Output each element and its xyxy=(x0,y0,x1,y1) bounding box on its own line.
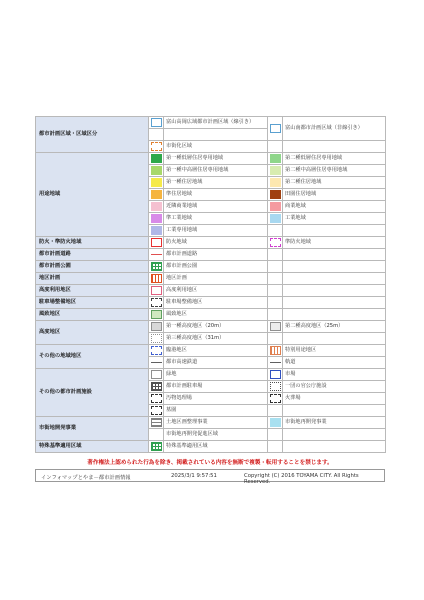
legend-row xyxy=(36,369,386,381)
swatch-cell xyxy=(268,357,283,369)
legend-label: 商業地域 xyxy=(283,201,386,213)
swatch-cell xyxy=(268,381,283,393)
legend-label: 第二種低層住居専用地域 xyxy=(283,153,386,165)
swatch-cell xyxy=(149,369,164,381)
legend-label: 風致地区 xyxy=(164,309,268,321)
empty-cell xyxy=(268,441,283,453)
swatch-cell xyxy=(149,213,164,225)
swatch-cell xyxy=(149,141,164,153)
empty-cell xyxy=(268,429,283,441)
legend-swatch xyxy=(151,190,162,199)
legend-label: 臨港地区 xyxy=(164,345,268,357)
legend-label: 第二種中高層住居専用地域 xyxy=(283,165,386,177)
legend-row xyxy=(36,249,386,261)
legend-label: 第一種高度地区（20m） xyxy=(164,321,268,333)
legend-swatch xyxy=(270,154,281,163)
swatch-cell xyxy=(268,213,283,225)
legend-swatch xyxy=(151,442,162,451)
legend-row xyxy=(36,273,386,285)
category-label: 都市計画道路 xyxy=(36,249,149,261)
swatch-cell xyxy=(149,357,164,369)
legend-swatch xyxy=(270,358,281,367)
legend-swatch xyxy=(151,286,162,295)
legend-swatch xyxy=(151,118,162,127)
swatch-cell xyxy=(149,225,164,237)
legend-label: 墓園 xyxy=(164,405,268,417)
swatch-cell xyxy=(149,321,164,333)
swatch-cell xyxy=(268,153,283,165)
legend-label xyxy=(164,129,268,141)
legend-swatch xyxy=(151,250,162,259)
empty-cell xyxy=(268,141,283,153)
legend-label: 第三種高度地区（31m） xyxy=(164,333,268,345)
empty-cell xyxy=(283,441,386,453)
legend-swatch xyxy=(151,154,162,163)
swatch-cell xyxy=(268,345,283,357)
legend-row xyxy=(36,321,386,333)
legend-swatch xyxy=(151,142,162,151)
empty-cell xyxy=(268,297,283,309)
legend-label: 都市高速鉄道 xyxy=(164,357,268,369)
swatch-cell xyxy=(268,393,283,405)
swatch-cell xyxy=(149,177,164,189)
category-label: 高度地区 xyxy=(36,321,149,345)
legend-swatch xyxy=(151,334,162,343)
category-label: 駐車場整備地区 xyxy=(36,297,149,309)
swatch-cell xyxy=(268,237,283,249)
empty-cell xyxy=(268,261,283,273)
swatch-cell xyxy=(268,321,283,333)
legend-swatch xyxy=(270,418,281,427)
legend-label: 都市計画道路 xyxy=(164,249,268,261)
legend-row xyxy=(36,309,386,321)
swatch-cell xyxy=(149,417,164,429)
legend-label: 富山南都市計画区域（非線引き） xyxy=(283,117,386,141)
legend-label: 準工業地域 xyxy=(164,213,268,225)
category-label: 風致地区 xyxy=(36,309,149,321)
legend-swatch xyxy=(151,430,162,439)
legend-swatch xyxy=(270,238,281,247)
legend-swatch xyxy=(151,310,162,319)
footer-site: インフォマップとやま－都市計画情報 xyxy=(41,475,131,481)
category-label: 地区計画 xyxy=(36,273,149,285)
swatch-cell xyxy=(149,441,164,453)
legend-label: 一団の官公庁施設 xyxy=(283,381,386,393)
category-label: その他の都市計画施設 xyxy=(36,369,149,417)
swatch-cell xyxy=(268,177,283,189)
empty-cell xyxy=(268,405,283,417)
legend-label: 市街地再開発促進区域 xyxy=(164,429,268,441)
legend-label: 都市計画公園 xyxy=(164,261,268,273)
legend-swatch xyxy=(151,322,162,331)
category-label: その他の地域地区 xyxy=(36,345,149,369)
swatch-cell xyxy=(149,201,164,213)
legend-label: 第二種住居地域 xyxy=(283,177,386,189)
copyright-notice: 著作権法上認められた行為を除き、掲載されている内容を無断で複製・転用することを禁じます。 xyxy=(87,460,333,466)
empty-cell xyxy=(268,333,283,345)
swatch-cell xyxy=(268,201,283,213)
legend-label: 都市計画駐車場 xyxy=(164,381,268,393)
legend-row xyxy=(36,417,386,429)
legend-swatch xyxy=(151,178,162,187)
legend-swatch xyxy=(270,166,281,175)
legend-row xyxy=(36,237,386,249)
legend-row xyxy=(36,261,386,273)
legend-swatch xyxy=(151,238,162,247)
legend-swatch xyxy=(270,190,281,199)
swatch-cell xyxy=(268,117,283,141)
legend-label: 土地区画整理事業 xyxy=(164,417,268,429)
legend-label: 汚物処理場 xyxy=(164,393,268,405)
legend-swatch xyxy=(151,370,162,379)
legend-label: 第一種中高層住居専用地域 xyxy=(164,165,268,177)
empty-cell xyxy=(268,273,283,285)
legend-label: 準住居地域 xyxy=(164,189,268,201)
legend-label: 高度利用地区 xyxy=(164,285,268,297)
legend-label: 特殊基準適用区域 xyxy=(164,441,268,453)
legend-label: 地区計画 xyxy=(164,273,268,285)
legend-label: 特別用途地区 xyxy=(283,345,386,357)
empty-cell xyxy=(283,261,386,273)
empty-cell xyxy=(283,333,386,345)
category-label: 用途地域 xyxy=(36,153,149,237)
legend-swatch xyxy=(151,262,162,271)
legend-label: 第二種高度地区（25m） xyxy=(283,321,386,333)
empty-cell xyxy=(283,405,386,417)
legend-label: 富山高岡広域都市計画区域（線引き） xyxy=(164,117,268,129)
swatch-cell xyxy=(149,261,164,273)
swatch-cell xyxy=(149,297,164,309)
swatch-cell xyxy=(149,249,164,261)
legend-swatch xyxy=(270,214,281,223)
legend-label: 駐車場整備地区 xyxy=(164,297,268,309)
legend-swatch xyxy=(151,382,162,391)
empty-cell xyxy=(268,249,283,261)
empty-cell xyxy=(283,429,386,441)
swatch-cell xyxy=(149,153,164,165)
legend-swatch xyxy=(270,322,281,331)
legend-swatch xyxy=(151,274,162,283)
legend-label: 準防火地域 xyxy=(283,237,386,249)
swatch-cell xyxy=(149,405,164,417)
swatch-cell xyxy=(149,117,164,129)
legend-swatch xyxy=(270,370,281,379)
legend-label: 第一種低層住居専用地域 xyxy=(164,153,268,165)
category-label: 都市計画公園 xyxy=(36,261,149,273)
category-label: 都市計画区域・区域区分 xyxy=(36,117,149,153)
legend-label: 第一種住居地域 xyxy=(164,177,268,189)
legend-swatch xyxy=(270,382,281,391)
empty-cell xyxy=(283,285,386,297)
swatch-cell xyxy=(149,237,164,249)
legend-label: 市街地再開発事業 xyxy=(283,417,386,429)
category-label: 特殊基準適用区域 xyxy=(36,441,149,453)
legend-label: 田園住居地域 xyxy=(283,189,386,201)
legend-row xyxy=(36,153,386,165)
legend-label: 軌道 xyxy=(283,357,386,369)
swatch-cell xyxy=(149,165,164,177)
swatch-cell xyxy=(268,189,283,201)
swatch-cell xyxy=(149,189,164,201)
legend-swatch xyxy=(270,394,281,403)
swatch-cell xyxy=(149,309,164,321)
legend-swatch xyxy=(151,358,162,367)
empty-cell xyxy=(283,249,386,261)
legend-label: 市街化区域 xyxy=(164,141,268,153)
legend-swatch xyxy=(270,178,281,187)
legend-swatch xyxy=(270,124,281,133)
swatch-cell xyxy=(149,393,164,405)
legend-swatch xyxy=(151,130,162,139)
swatch-cell xyxy=(149,381,164,393)
legend-label: 市場 xyxy=(283,369,386,381)
legend-swatch xyxy=(151,166,162,175)
empty-cell xyxy=(268,285,283,297)
legend-label: 防火地域 xyxy=(164,237,268,249)
swatch-cell xyxy=(149,429,164,441)
legend-swatch xyxy=(270,346,281,355)
empty-cell xyxy=(283,309,386,321)
swatch-cell xyxy=(149,129,164,141)
legend-swatch xyxy=(151,406,162,415)
empty-cell xyxy=(283,225,386,237)
swatch-cell xyxy=(268,369,283,381)
category-label: 防火・準防火地域 xyxy=(36,237,149,249)
legend-swatch xyxy=(270,202,281,211)
footer-datetime: 2025/3/1 9:57:51 xyxy=(171,473,217,479)
category-label: 市街地開発事業 xyxy=(36,417,149,441)
legend-swatch xyxy=(151,214,162,223)
legend-swatch xyxy=(151,202,162,211)
swatch-cell xyxy=(149,333,164,345)
swatch-cell xyxy=(149,345,164,357)
legend-row xyxy=(36,285,386,297)
footer-copyright: Copyright (C) 2016 TOYAMA CITY. All Rights Reserved. xyxy=(244,473,359,485)
legend-label: 近隣商業地域 xyxy=(164,201,268,213)
swatch-cell xyxy=(268,165,283,177)
legend-row xyxy=(36,441,386,453)
swatch-cell xyxy=(149,273,164,285)
empty-cell xyxy=(283,141,386,153)
empty-cell xyxy=(283,297,386,309)
empty-cell xyxy=(283,273,386,285)
swatch-cell xyxy=(149,285,164,297)
empty-cell xyxy=(268,225,283,237)
legend-swatch xyxy=(151,298,162,307)
legend-label: 工業地域 xyxy=(283,213,386,225)
legend-row xyxy=(36,297,386,309)
category-label: 高度利用地区 xyxy=(36,285,149,297)
empty-cell xyxy=(268,309,283,321)
legend-label: 緑地 xyxy=(164,369,268,381)
footer xyxy=(35,469,385,485)
legend-swatch xyxy=(151,226,162,235)
legend-swatch xyxy=(151,418,162,427)
legend-table xyxy=(35,116,386,453)
legend-swatch xyxy=(151,346,162,355)
legend-row xyxy=(36,345,386,357)
legend-swatch xyxy=(151,394,162,403)
legend-row xyxy=(36,117,386,129)
swatch-cell xyxy=(268,417,283,429)
legend-label: 工業専用地域 xyxy=(164,225,268,237)
legend-label: 火葬場 xyxy=(283,393,386,405)
